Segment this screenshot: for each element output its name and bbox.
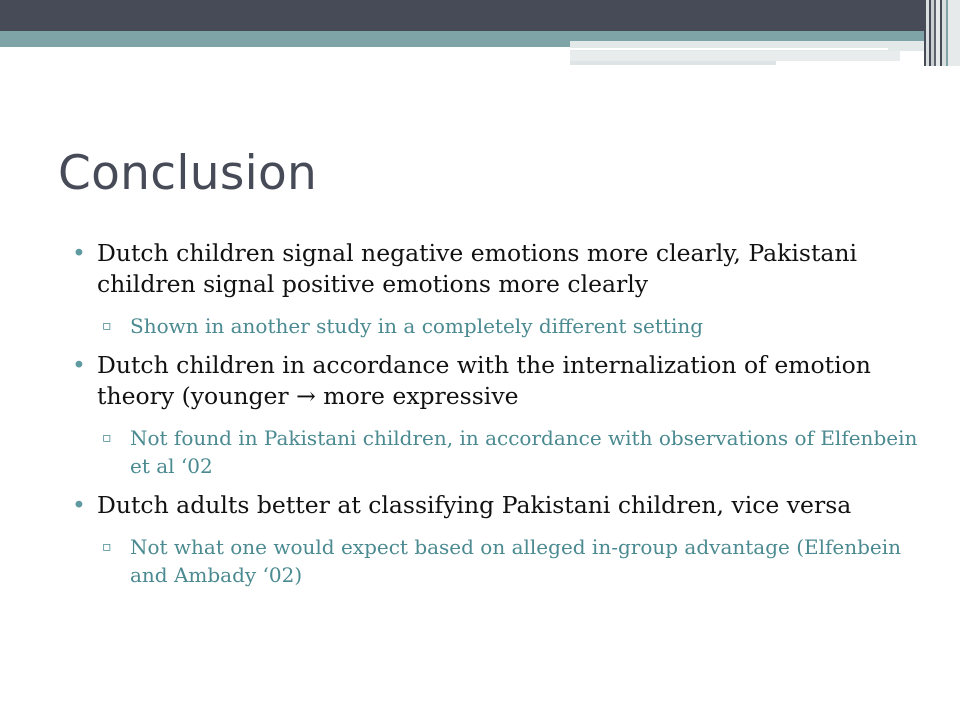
bullet-icon: •: [72, 491, 86, 519]
sub-item-2: [97, 424, 922, 480]
header-teal-band: [0, 31, 960, 41]
header-right-stripes: [924, 0, 960, 66]
sub-text-2: Not found in Pakistani children, in accordance with observations of Elfenbein et al ‘02: [130, 426, 918, 478]
bullet-text-1: Dutch children signal negative emotions more clearly, Pakistani children signal positive emotions more clearly: [97, 239, 858, 298]
bullet-item-2: [72, 350, 922, 480]
bullet-text-3: Dutch adults better at classifying Pakistani children, vice versa: [97, 491, 852, 519]
bullet-list: [72, 238, 922, 599]
header-dark-bar: [0, 0, 960, 31]
header-teal-band-lower: [0, 41, 570, 47]
sub-text-3: Not what one would expect based on alleged in-group advantage (Elfenbein and Ambady ‘02): [130, 535, 902, 587]
sub-bullet-icon: ▫: [102, 539, 112, 555]
header-light-band-3: [570, 61, 776, 65]
sub-list-2: [97, 424, 922, 480]
bullet-item-3: [72, 490, 922, 589]
sub-bullet-icon: ▫: [102, 430, 112, 446]
sub-item-1: [97, 312, 922, 340]
sub-list-1: [97, 312, 922, 340]
slide-title: Conclusion: [58, 146, 318, 201]
bullet-text-2: Dutch children in accordance with the internalization of emotion theory (younger → more expressive: [97, 351, 871, 410]
header-white-line: [570, 48, 888, 50]
bullet-icon: •: [72, 239, 86, 267]
sub-text-1: Shown in another study in a completely different setting: [130, 314, 704, 338]
header-light-band-2: [570, 51, 900, 61]
bullet-item-1: [72, 238, 922, 340]
sub-item-3: [97, 533, 922, 589]
sub-bullet-icon: ▫: [102, 318, 112, 334]
bullet-icon: •: [72, 351, 86, 379]
sub-list-3: [97, 533, 922, 589]
